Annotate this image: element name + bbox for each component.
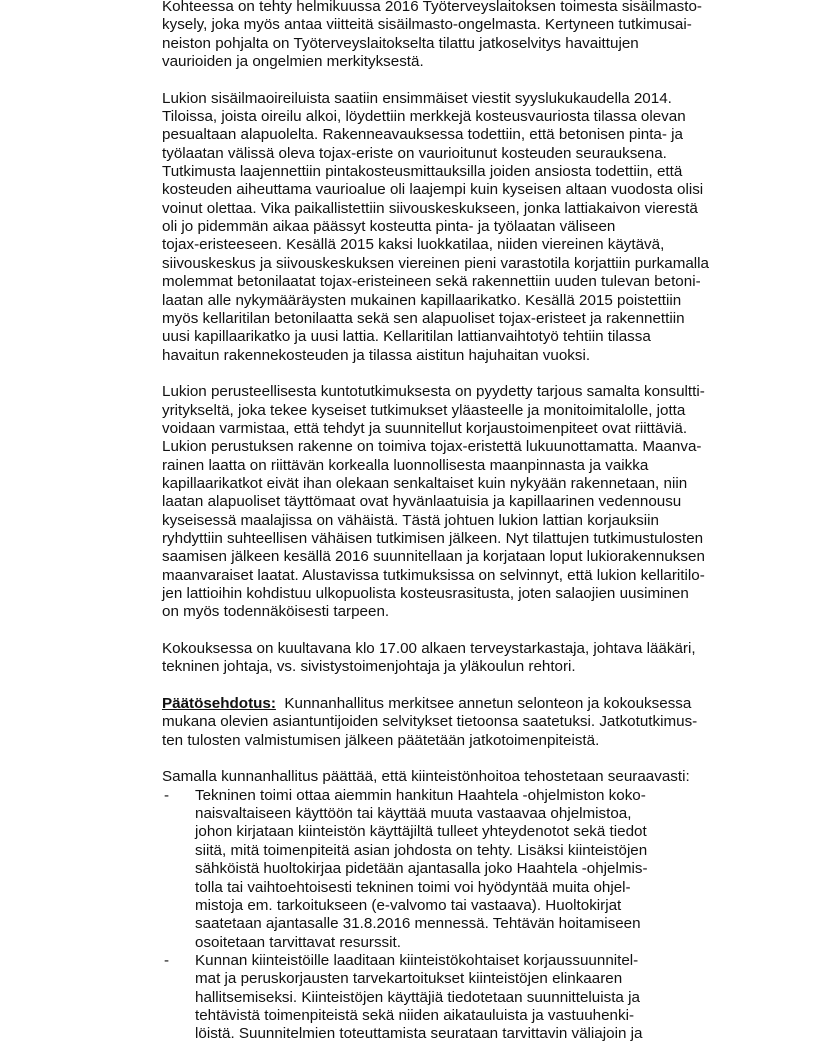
text-line: kosteuden aiheuttama vaurioalue oli laajempi kuin kyseisen altaan vuodosta olisi bbox=[162, 181, 704, 199]
text-line: havaitun rakennekosteuden ja tilassa aistitun hajuhaitan vuoksi. bbox=[162, 346, 591, 364]
text-line: voinut olettaa. Vika paikallistettiin siivouskeskukseen, jonka lattiakaivon vierestä bbox=[162, 199, 698, 217]
text-line: maanvaraiset laatat. Alustavissa tutkimuksissa on selvinnyt, että lukion kellaritilo- bbox=[162, 566, 705, 584]
text-line: osoitetaan tarvittavat resurssit. bbox=[195, 933, 401, 951]
text-line: Kunnan kiinteistöille laaditaan kiinteistökohtaiset korjaussuunnitel- bbox=[195, 951, 639, 969]
text-line: mat ja peruskorjausten tarvekartoitukset kiinteistöjen elinkaaren bbox=[195, 970, 623, 988]
text-line: tekninen johtaja, vs. sivistystoimenjohtaja ja yläkoulun rehtori. bbox=[162, 658, 576, 676]
text-line: kapillaarikatkot eivät ihan olekaan senkaltaiset kuin nykyään rakennetaan, niin bbox=[162, 474, 688, 492]
list-item bbox=[162, 952, 762, 1044]
text-line: sähköistä huoltokirjaa pidetään ajantasalla joko Haahtela -ohjelmis- bbox=[195, 860, 648, 878]
measures-section bbox=[162, 768, 762, 1043]
paragraph-history bbox=[162, 90, 762, 365]
text-line: neiston pohjalta on Työterveyslaitokselta tilattu jatkoselvitys havaittujen bbox=[162, 34, 639, 52]
text-line: mistoja em. tarkoitukseen (e-valvomo tai vastaava). Huoltokirjat bbox=[195, 896, 622, 914]
text-line: voidaan varmistaa, että tehdyt ja suunnitellut korjaustoimenpiteet ovat riittäviä. bbox=[162, 419, 688, 437]
text-line: tolla tai vaihtoehtoisesti tekninen toimi voi hyödyntää muita ohjel- bbox=[195, 878, 631, 896]
text-line: Tutkimusta laajennettiin pintakosteusmittauksilla joiden ansiosta todettiin, että bbox=[162, 163, 683, 181]
text-line: hallitsemiseksi. Kiinteistöjen käyttäjiä tiedotetaan suunnitteluista ja bbox=[195, 988, 640, 1006]
text-line: työlaatan välissä oleva tojax-eriste on vaurioitunut kosteuden seurauksena. bbox=[162, 144, 667, 162]
text-line: myös kellaritilan betonilaatta sekä sen alapuoliset tojax-eristeet ja rakennettiin bbox=[162, 309, 685, 327]
text-line: Kokouksessa on kuultavana klo 17.00 alkaen terveystarkastaja, johtava lääkäri, bbox=[162, 640, 696, 658]
dash-bullet-icon: - bbox=[164, 786, 170, 804]
text-line: yritykseltä, joka tekee kyseiset tutkimukset yläasteelle ja monitoimitalolle, jotta bbox=[162, 401, 686, 419]
decision-proposal bbox=[162, 695, 762, 750]
text-line: ten tulosten valmistumisen jälkeen päätetään jatkotoimenpiteistä. bbox=[162, 731, 600, 749]
text-line: oli jo pidemmän aikaa päässyt kosteutta pinta- ja työlaatan väliseen bbox=[162, 218, 616, 236]
proposal-label: Päätösehdotus: bbox=[162, 695, 276, 713]
text-line: vaurioiden ja ongelmien merkityksestä. bbox=[162, 53, 424, 71]
measures-list bbox=[162, 787, 762, 1044]
measures-intro: Samalla kunnanhallitus päättää, että kiinteistönhoitoa tehostetaan seuraavasti: bbox=[162, 768, 690, 786]
text-line: siitä, mitä toimenpiteitä asian johdosta on tehty. Lisäksi kiinteistöjen bbox=[195, 841, 648, 859]
text-line: jen lattioihin kohdistuu ulkopuolista kosteusrasitusta, joten salaojien uusiminen bbox=[162, 585, 689, 602]
text-line: kysely, joka myös antaa viitteitä sisäilmasto-ongelmasta. Kertyneen tutkimusai- bbox=[162, 16, 692, 34]
text-line: uusi kapillaarikatko ja uusi lattia. Kellaritilan lattianvaihtotyö tehtiin tilassa bbox=[162, 328, 651, 346]
text-line: ryhdyttiin suhteellisen vähäisen tutkimisen jälkeen. Nyt tilattujen tutkimustulosten bbox=[162, 529, 704, 547]
list-item bbox=[162, 787, 762, 952]
text-line: Tekninen toimi ottaa aiemmin hankitun Haahtela -ohjelmiston koko- bbox=[195, 786, 646, 804]
text-line: saamisen jälkeen kesällä 2016 suunnitellaan ja korjataan loput lukiorakennuksen bbox=[162, 548, 705, 566]
text-line: tojax-eristeeseen. Kesällä 2015 kaksi luokkatilaa, niiden viereinen käytävä, bbox=[162, 236, 665, 254]
text-line: Lukion perusteellisesta kuntotutkimuksesta on pyydetty tarjous samalta konsultti- bbox=[162, 383, 705, 401]
text-line: löistä. Suunnitelmien toteuttamista seurataan tarvittavin väliajoin ja bbox=[195, 1025, 643, 1043]
text-line: mukana olevien asiantuntijoiden selvitykset tietoonsa saatetuksi. Jatkotutkimus- bbox=[162, 713, 698, 731]
text-line: rainen laatta on riittävän korkealla luonnollisesta maanpinnasta ja vaikka bbox=[162, 456, 649, 474]
text-line: johon kirjataan kiinteistön käyttäjiltä tulleet yhteydenotot sekä tiedot bbox=[195, 823, 647, 841]
text-line: on myös todennäköisesti tarpeen. bbox=[162, 603, 390, 621]
text-line: laatan alle nykymääräysten mukainen kapillaarikatko. Kesällä 2015 poistettiin bbox=[162, 291, 682, 309]
text-line: naisvaltaiseen käyttöön tai käyttää muuta vastaavaa ohjelmistoa, bbox=[195, 805, 632, 823]
text-line: molemmat betonilaatat tojax-eristeineen sekä rakennettiin uuden tulevan betoni- bbox=[162, 273, 701, 291]
proposal-first-line: Kunnanhallitus merkitsee annetun selonteon ja kokouksessa bbox=[284, 695, 692, 713]
text-line bbox=[162, 695, 762, 713]
text-line: siivouskeskus ja siivouskeskuksen viereinen pieni varastotila korjattiin purkamalla bbox=[162, 254, 710, 272]
paragraph-investigation bbox=[162, 383, 762, 621]
text-line: Lukion sisäilmaoireiluista saatiin ensimmäiset viestit syyslukukaudella 2014. bbox=[162, 89, 672, 107]
text-line: tehtävistä toimenpiteistä sekä niiden aikatauluista ja vastuuhenki- bbox=[195, 1006, 635, 1024]
text-line: Lukion perustuksen rakenne on toimiva tojax-eristettä lukuunottamatta. Maanva- bbox=[162, 438, 702, 456]
text-line: Kohteessa on tehty helmikuussa 2016 Työterveyslaitoksen toimesta sisäilmasto- bbox=[162, 0, 702, 15]
text-line: kyseisessä maalajissa on vähäistä. Tästä johtuen lukion lattian korjauksiin bbox=[162, 511, 659, 529]
paragraph-hearing bbox=[162, 640, 762, 677]
text-line: saatetaan ajantasalle 31.8.2016 mennessä. Tehtävän hoitamiseen bbox=[195, 915, 641, 933]
document-page bbox=[162, 0, 762, 1044]
text-line: Tiloissa, joista oireilu alkoi, löydettiin merkkejä kosteusvauriosta tilassa olevan bbox=[162, 108, 686, 126]
text-line: laatan alapuoliset täyttömaat ovat hyvänlaatuisia ja kapillaarinen vedennousu bbox=[162, 493, 682, 511]
paragraph-survey bbox=[162, 0, 762, 71]
text-line: pesualtaan alapuolelta. Rakenneavauksessa todettiin, että betonisen pinta- ja bbox=[162, 126, 683, 144]
dash-bullet-icon: - bbox=[164, 951, 170, 969]
